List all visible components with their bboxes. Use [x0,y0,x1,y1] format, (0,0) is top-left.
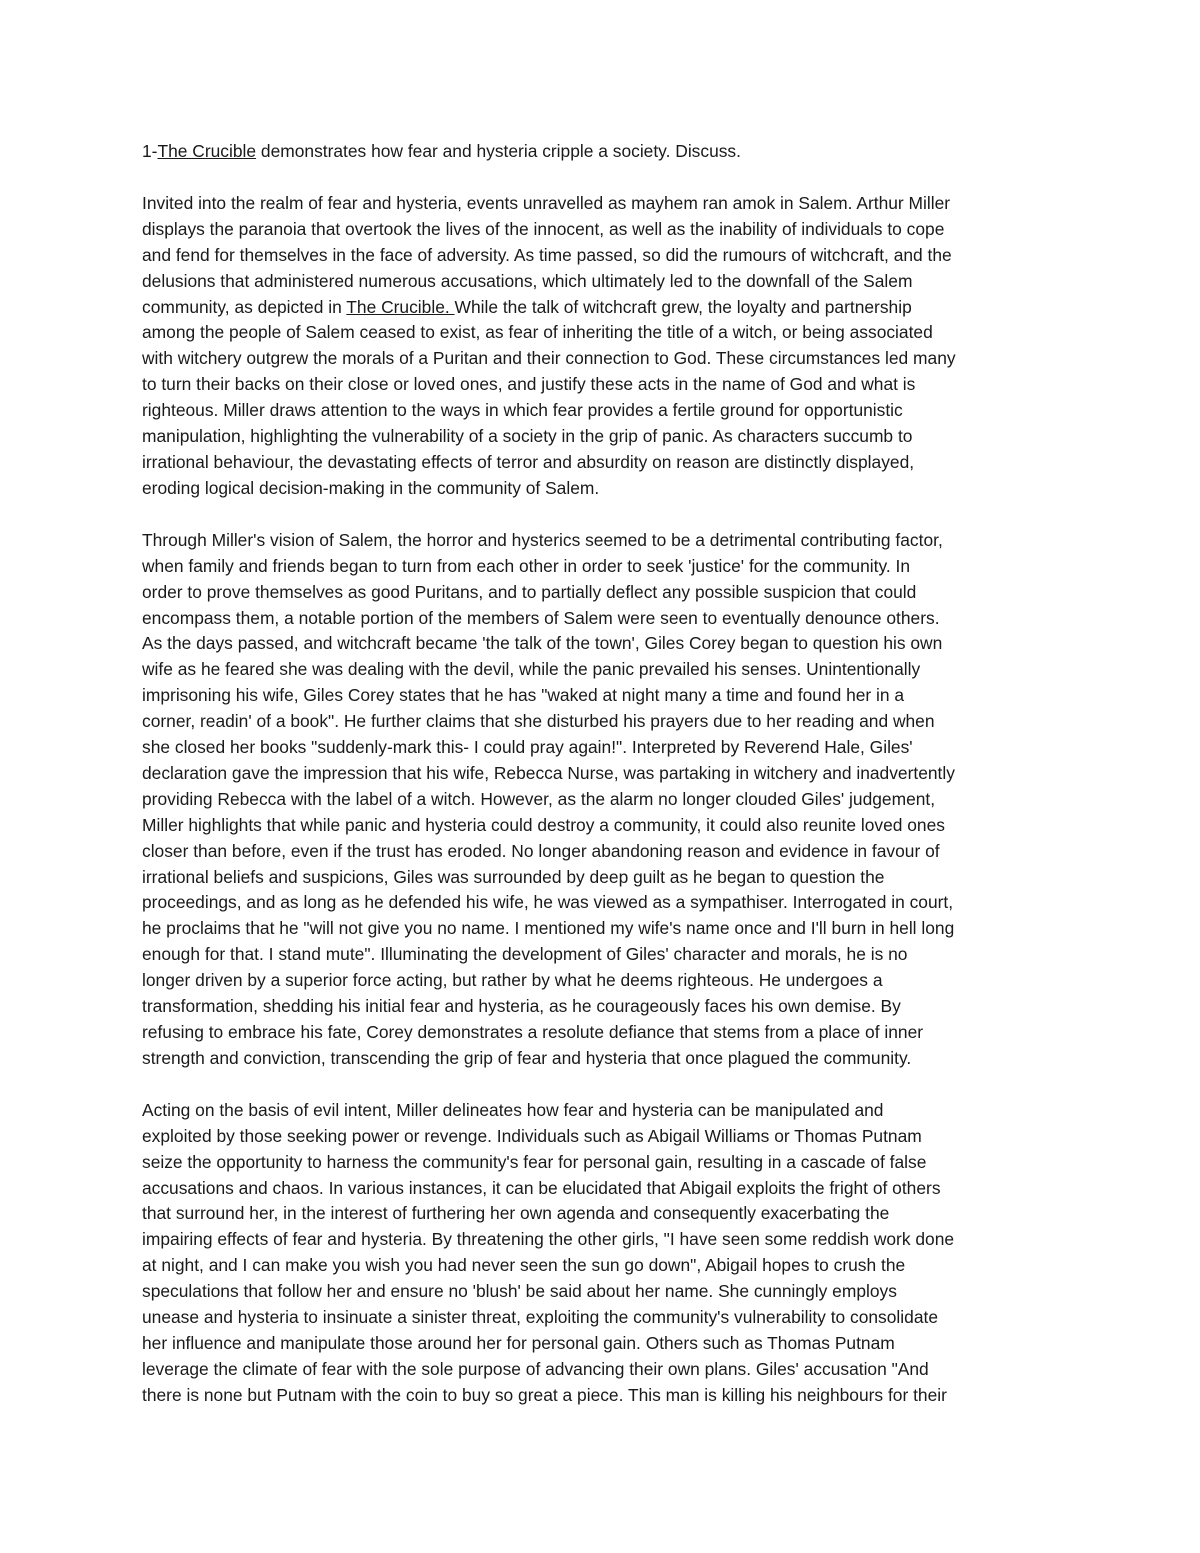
text-line: among the people of Salem ceased to exist, as fear of inheriting the title of a witch, or being associated [142,322,933,343]
text-line: seize the opportunity to harness the community's fear for personal gain, resulting in a cascade of false [142,1151,927,1172]
text-line: wife as he feared she was dealing with the devil, while the panic prevailed his senses. Unintentionally [142,659,921,680]
text-line: she closed her books "suddenly-mark this- I could pray again!". Interpreted by Reverend Hale, Giles' [142,737,913,758]
text-line: when family and friends began to turn from each other in order to seek 'justice' for the community. In [142,555,911,576]
text-line: proceedings, and as long as he defended his wife, he was viewed as a sympathiser. Interrogated in court, [142,892,954,913]
text-line: displays the paranoia that overtook the lives of the innocent, as well as the inability of individuals to cope [142,218,945,239]
text-line: Miller highlights that while panic and hysteria could destroy a community, it could also reunite loved ones [142,814,945,835]
text-line: strength and conviction, transcending the grip of fear and hysteria that once plagued the community. [142,1047,912,1068]
text-segment: community, as depicted in [142,296,347,317]
text-line: and fend for themselves in the face of adversity. As time passed, so did the rumours of witchcraft, and the [142,244,952,265]
text-line: declaration gave the impression that his wife, Rebecca Nurse, was partaking in witchery and inadvertently [142,762,955,783]
text-line: with witchery outgrew the morals of a Puritan and their connection to God. These circumstances led many [142,348,956,369]
text-line: order to prove themselves as good Puritans, and to partially deflect any possible suspicion that could [142,581,917,602]
text-segment: While the talk of witchcraft grew, the loyalty and partnership [454,296,912,317]
text-line: he proclaims that he "will not give you no name. I mentioned my wife's name once and I'll burn in hell long [142,918,955,939]
text-line: As the days passed, and witchcraft became 'the talk of the town', Giles Corey began to question his own [142,633,943,654]
text-line: providing Rebecca with the label of a witch. However, as the alarm no longer clouded Giles' judgement, [142,788,936,809]
text-line: irrational behaviour, the devastating effects of terror and absurdity on reason are distinctly displayed, [142,451,915,472]
text-line: Invited into the realm of fear and hysteria, events unravelled as mayhem ran amok in Salem. Arthur Miller [142,192,951,213]
text-line: speculations that follow her and ensure no 'blush' be said about her name. She cunningly employs [142,1281,897,1302]
text-line: transformation, shedding his initial fear and hysteria, as he courageously faces his own demise. By [142,996,901,1017]
text-line: corner, readin' of a book". He further claims that she disturbed his prayers due to her reading and when [142,711,935,732]
text-line: at night, and I can make you wish you had never seen the sun go down", Abigail hopes to crush the [142,1255,906,1276]
text-line: unease and hysteria to insinuate a sinister threat, exploiting the community's vulnerability to consolidate [142,1307,939,1328]
essay-body [142,139,1062,1435]
work-title-reference: The Crucible. [346,296,455,317]
text-line: there is none but Putnam with the coin to buy so great a piece. This man is killing his neighbours for their [142,1384,947,1405]
text-line: accusations and chaos. In various instances, it can be elucidated that Abigail exploits the fright of others [142,1177,941,1198]
paragraph-2 [142,528,1062,1072]
text-line: imprisoning his wife, Giles Corey states that he has "waked at night many a time and found her in a [142,685,905,706]
text-line: irrational beliefs and suspicions, Giles was surrounded by deep guilt as he began to question the [142,866,885,887]
text-line: delusions that administered numerous accusations, which ultimately led to the downfall of the Salem [142,270,913,291]
text-line: Through Miller's vision of Salem, the horror and hysterics seemed to be a detrimental contributing factor, [142,529,943,550]
text-line: her influence and manipulate those around her for personal gain. Others such as Thomas Putnam [142,1332,895,1353]
text-line: to turn their backs on their close or loved ones, and justify these acts in the name of God and what is [142,374,916,395]
text-line: eroding logical decision-making in the community of Salem. [142,477,600,498]
text-line: leverage the climate of fear with the sole purpose of advancing their own plans. Giles' accusation "And [142,1358,929,1379]
essay-paragraphs [142,191,1062,1409]
text-line: righteous. Miller draws attention to the ways in which fear provides a fertile ground for opportunistic [142,400,903,421]
text-line: closer than before, even if the trust has eroded. No longer abandoning reason and evidence in favour of [142,840,940,861]
essay-question [142,139,1062,165]
paragraph-3 [142,1098,1062,1409]
text-line: refusing to embrace his fate, Corey demonstrates a resolute defiance that stems from a place of inner [142,1022,924,1042]
question-text: demonstrates how fear and hysteria cripple a society. Discuss. [256,141,741,161]
text-line: enough for that. I stand mute". Illuminating the development of Giles' character and morals, he is no [142,944,908,965]
paragraph-1 [142,191,1062,502]
text-line: Acting on the basis of evil intent, Miller delineates how fear and hysteria can be manipulated and [142,1099,884,1120]
question-number: 1- [142,141,158,161]
text-line: longer driven by a superior force acting, but rather by what he deems righteous. He undergoes a [142,970,883,991]
text-line [142,295,1062,321]
question-work-title: The Crucible [157,141,257,161]
text-line: manipulation, highlighting the vulnerability of a society in the grip of panic. As characters succumb to [142,426,913,447]
text-line: impairing effects of fear and hysteria. By threatening the other girls, "I have seen some reddish work done [142,1229,955,1250]
text-line: exploited by those seeking power or revenge. Individuals such as Abigail Williams or Thomas Putnam [142,1125,922,1146]
text-line: that surround her, in the interest of furthering her own agenda and consequently exacerbating the [142,1203,890,1224]
text-line: encompass them, a notable portion of the members of Salem were seen to eventually denounce others. [142,607,940,628]
